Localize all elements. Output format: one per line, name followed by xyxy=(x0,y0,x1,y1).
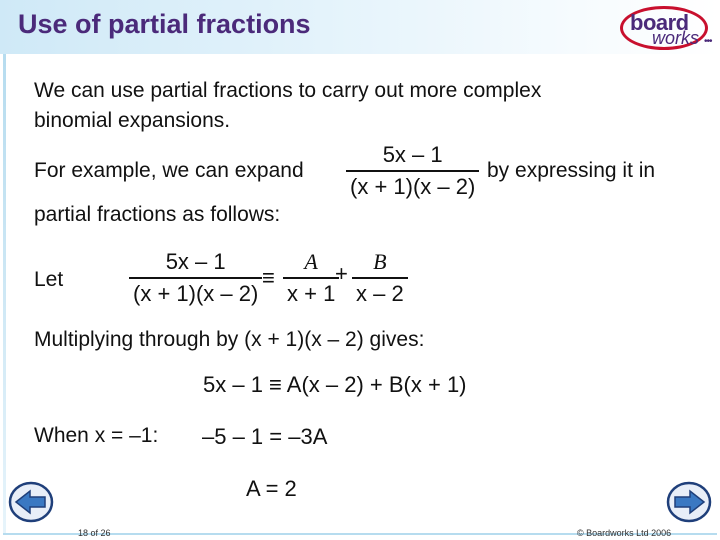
when-label: When x = –1: xyxy=(34,424,159,447)
plus-sign: + xyxy=(335,261,348,286)
fraction-b-numerator: B xyxy=(373,249,387,274)
fraction-b-denominator: x – 2 xyxy=(356,280,404,306)
fraction-bar xyxy=(352,277,408,279)
equivalence-sign: ≡ xyxy=(262,265,275,290)
logo-dots: ••• xyxy=(704,36,712,47)
paragraph-1-line-2: binomial expansions. xyxy=(34,109,231,132)
boardworks-logo xyxy=(620,4,714,54)
page-title: Use of partial fractions xyxy=(18,9,311,39)
fraction-a-numerator: A xyxy=(304,249,318,274)
expand-fraction-numerator: 5x – 1 xyxy=(382,142,443,167)
fraction-bar xyxy=(129,277,262,279)
paragraph-2-lead: For example, we can expand xyxy=(34,159,304,182)
let-lhs-fraction xyxy=(129,249,262,307)
result-equation: A = 2 xyxy=(246,476,297,501)
logo-word-board: board xyxy=(630,10,689,35)
let-lhs-numerator: 5x – 1 xyxy=(165,249,226,274)
left-border xyxy=(3,54,6,534)
paragraph-1-line-1: We can use partial fractions to carry out more complex xyxy=(34,79,542,102)
fraction-a-denominator: x + 1 xyxy=(287,280,336,306)
fraction-b xyxy=(352,249,408,307)
let-lhs-denominator: (x + 1)(x – 2) xyxy=(133,280,259,306)
page-number: 18 of 26 xyxy=(78,528,111,538)
fraction-a xyxy=(283,249,339,307)
paragraph-2-tail: by expressing it in xyxy=(487,159,656,182)
multiply-instruction: Multiplying through by (x + 1)(x – 2) gives: xyxy=(34,328,425,351)
identity-equation: 5x – 1 ≡ A(x – 2) + B(x + 1) xyxy=(203,372,467,397)
let-label: Let xyxy=(34,268,64,291)
expand-fraction-denominator: (x + 1)(x – 2) xyxy=(350,173,476,199)
logo-word-works: works xyxy=(652,28,700,48)
next-slide-button[interactable] xyxy=(666,481,712,523)
copyright-notice: © Boardworks Ltd 2006 xyxy=(577,528,672,538)
fraction-bar xyxy=(346,170,479,172)
fraction-bar xyxy=(283,277,339,279)
arrow-left-icon xyxy=(8,481,54,523)
expand-fraction xyxy=(346,142,479,200)
when-equation: –5 – 1 = –3A xyxy=(202,424,328,449)
arrow-right-icon xyxy=(666,481,712,523)
previous-slide-button[interactable] xyxy=(8,481,54,523)
paragraph-2-line-2: partial fractions as follows: xyxy=(34,203,281,226)
